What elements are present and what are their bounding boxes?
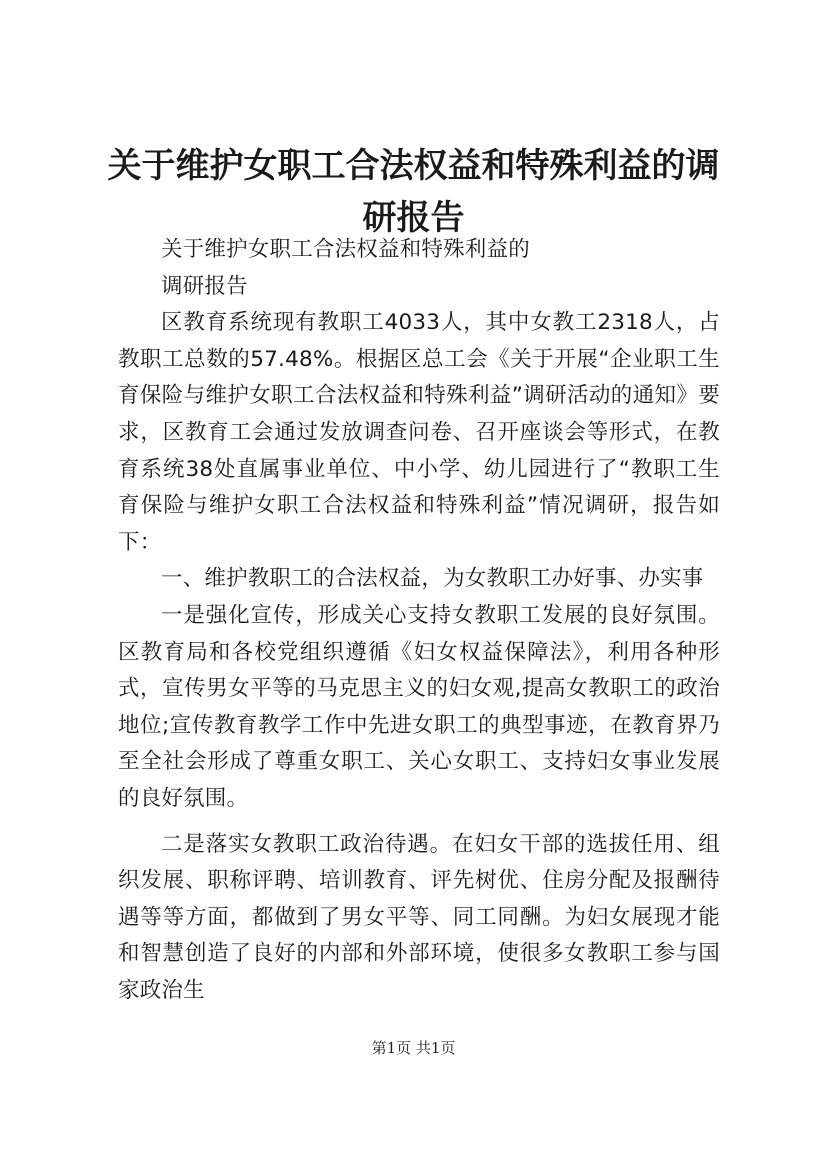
section-heading-1: 一、维护教职工的合法权益，为女教职工办好事、办实事	[161, 566, 704, 592]
intro-paragraph: 区教育系统现有教职工4033人，其中女教工2318人，占教职工总数的57.48%。根据区总工会《关于开展“企业职工生育保险与维护女职工合法权益和特殊利益”调研活动的通知》要求，区教育工会通过发放调查问卷、召开座谈会等形式，在教育系统38处直属事业单位、中小学、幼儿园进行了“教职工生育保险与维护女职工合法权益和特殊利益”情况调研，报告如下：	[118, 310, 720, 555]
page-number-footer: 第1页 共1页	[371, 1039, 456, 1057]
document-title: 关于维护女职工合法权益和特殊利益的调研报告	[107, 146, 720, 238]
paragraph-political-treatment: 二是落实女教职工政治待遇。在妇女干部的选拔任用、组织发展、职称评聘、培训教育、评先树优、住房分配及报酬待遇等等方面，都做到了男女平等、同工同酬。为妇女展现才能和智慧创造了良好的内部和外部环境，使很多女教职工参与国家政治生	[118, 831, 720, 1003]
subtitle-line-1: 关于维护女职工合法权益和特殊利益的	[161, 237, 530, 262]
paragraph-publicity: 一是强化宣传，形成关心支持女教职工发展的良好氛围。区教育局和各校党组织遵循《妇女权益保障法》，利用各种形式，宣传男女平等的马克思主义的妇女观,提高女教职工的政治地位;宣传教育教学工作中先进女职工的典型事迹，在教育界乃至全社会形成了尊重女职工、关心女职工、支持妇女事业发展的良好氛围。	[118, 602, 720, 811]
document-body	[118, 232, 720, 1009]
subtitle-line-2: 调研报告	[161, 273, 248, 299]
